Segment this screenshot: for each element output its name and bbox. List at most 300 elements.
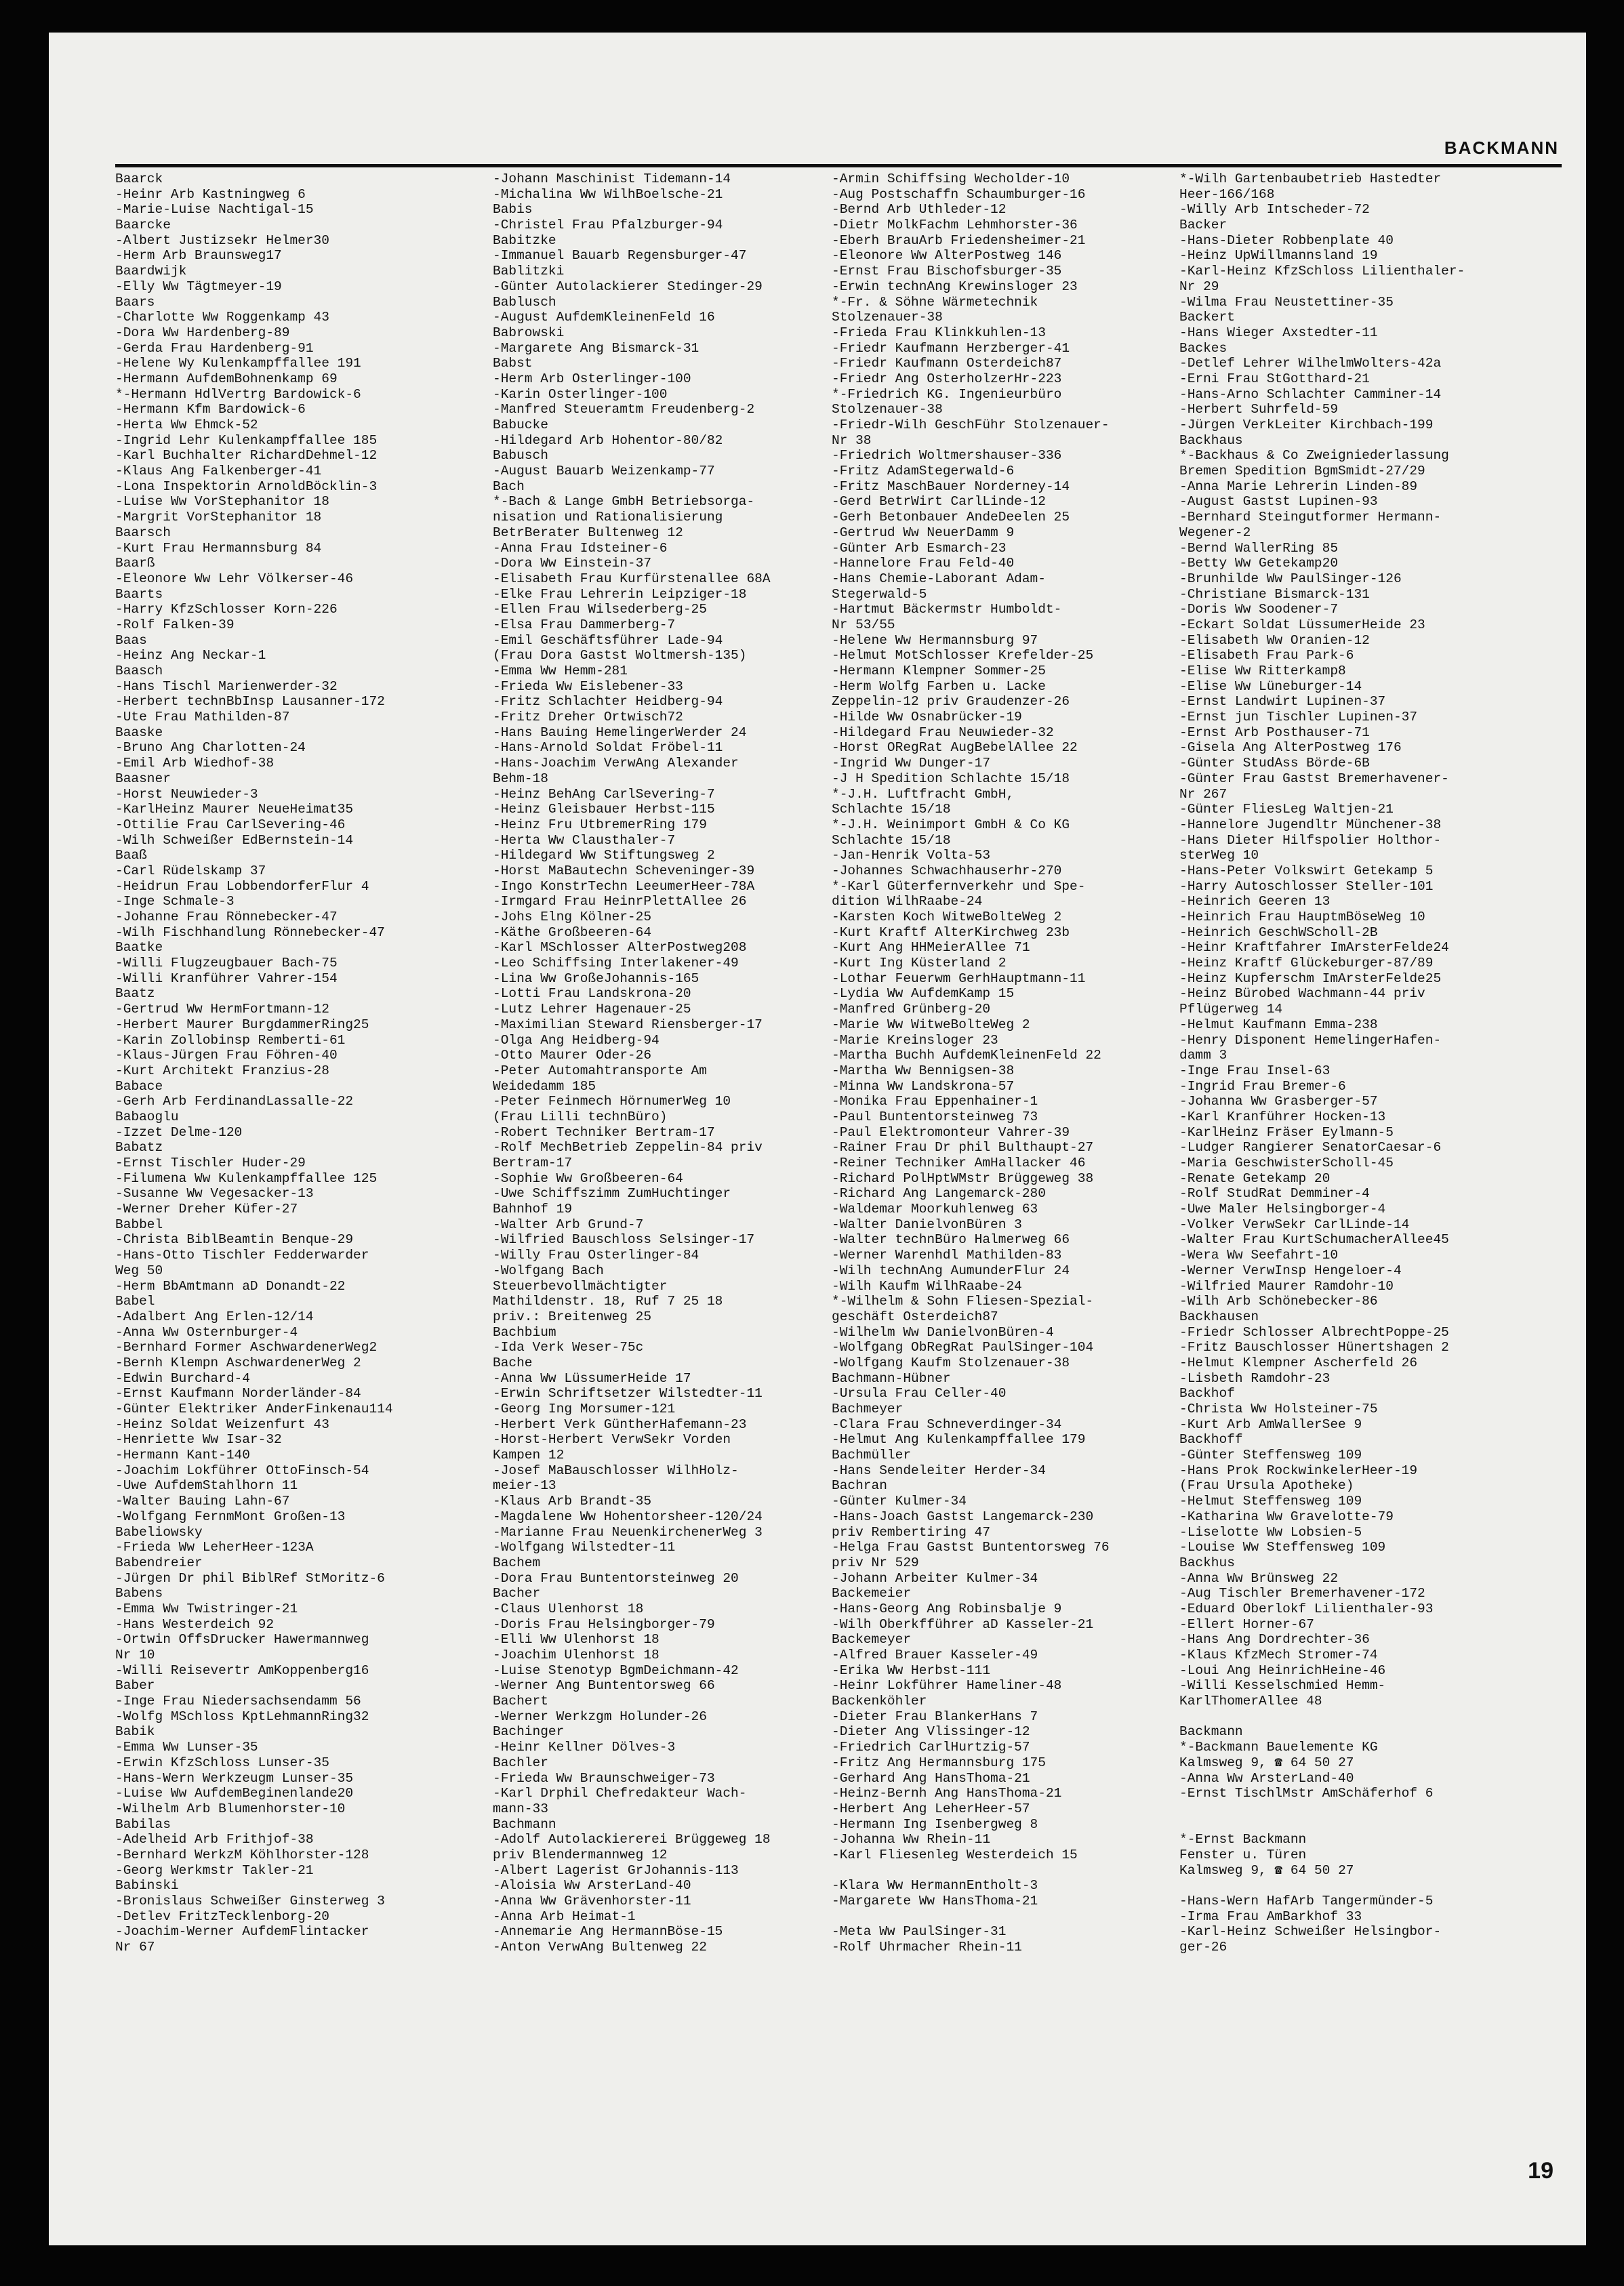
directory-line <box>1179 1817 1526 1833</box>
directory-line: -Johann Maschinist Tidemann-14 <box>493 171 731 186</box>
directory-line: -Dieter Ang Vlissinger-12 <box>832 1724 1030 1740</box>
directory-line: -Friedr Schlosser AlbrechtPoppe-25 <box>1179 1324 1449 1340</box>
directory-line: priv Blendermannweg 12 <box>493 1847 668 1862</box>
directory-line: -Hildegard Frau Neuwieder-32 <box>832 724 1054 740</box>
directory-line: -Richard PolHptWMstr Brüggeweg 38 <box>832 1170 1094 1186</box>
directory-line: -Günter StudAss Börde-6B <box>1179 756 1370 771</box>
directory-line: Babbel <box>115 1217 163 1232</box>
directory-line: -Detlef Lehrer WilhelmWolters-42a <box>1179 356 1442 371</box>
directory-line: -Heinz Fru UtbremerRing 179 <box>493 817 707 832</box>
directory-line: -Maria GeschwisterScholl-45 <box>1179 1156 1394 1170</box>
directory-line: -Wilh Fischhandlung Rönnebecker-47 <box>115 924 385 940</box>
directory-line: -Anna Ww Osternburger-4 <box>115 1324 298 1340</box>
directory-line: Baarsch <box>115 525 171 540</box>
directory-line: -Willy Frau Osterlinger-84 <box>493 1248 699 1263</box>
directory-line: -Michalina Ww WilhBoelsche-21 <box>493 186 723 202</box>
directory-line: -Martha Buchh AufdemKleinenFeld 22 <box>832 1048 1101 1063</box>
directory-line: -Fritz MaschBauer Norderney-14 <box>832 478 1070 494</box>
directory-line: -Wilhelm Ww DanielvonBüren-4 <box>832 1324 1054 1340</box>
directory-line: -Irma Frau AmBarkhof 33 <box>1179 1909 1362 1924</box>
directory-line: -Louise Ww Steffensweg 109 <box>1179 1540 1386 1555</box>
directory-line: Schlachte 15/18 <box>832 802 951 817</box>
directory-line: -Rolf MechBetrieb Zeppelin-84 priv <box>493 1140 763 1156</box>
directory-line: -Lydia Ww AufdemKamp 15 <box>832 986 1015 1002</box>
directory-line: Baasner <box>115 771 171 786</box>
directory-line: -Emil Geschäftsführer Lade-94 <box>493 632 723 648</box>
directory-line: -Wilfried Maurer Ramdohr-10 <box>1179 1278 1394 1294</box>
directory-line: -Friedr Ang OsterholzerHr-223 <box>832 371 1062 386</box>
directory-line: -Hermann Ing Isenbergweg 8 <box>832 1816 1038 1832</box>
directory-line: Baatz <box>115 986 155 1002</box>
column-1 <box>115 171 462 1955</box>
directory-line: -Heidrun Frau LobbendorferFlur 4 <box>115 878 369 894</box>
directory-line: -Frieda Ww Braunschweiger-73 <box>493 1770 715 1786</box>
directory-line: Kalmsweg 9, ☎ 64 50 27 <box>1179 1755 1354 1770</box>
directory-line: meier-13 <box>493 1478 556 1494</box>
directory-line: -August Gastst Lupinen-93 <box>1179 494 1378 510</box>
directory-line: -Kurt Arb AmWallerSee 9 <box>1179 1416 1362 1432</box>
directory-line: -Bruno Ang Charlotten-24 <box>115 740 306 756</box>
directory-line: -Hermann Klempner Sommer-25 <box>832 664 1046 678</box>
directory-line: -Karl-Heinz KfzSchloss Lilienthaler- <box>1179 264 1465 279</box>
directory-line: Backemeyer <box>832 1632 912 1648</box>
directory-line: Backhoff <box>1179 1432 1243 1448</box>
directory-line: Bablitzki <box>493 264 565 279</box>
directory-line: -Annemarie Ang HermannBöse-15 <box>493 1924 723 1940</box>
directory-line: Babilas <box>115 1816 171 1832</box>
directory-line: Baatke <box>115 940 163 956</box>
directory-line: -Herbert Maurer BurgdammerRing25 <box>115 1017 369 1032</box>
directory-line: -Lina Ww GroßeJohannis-165 <box>493 971 699 986</box>
directory-line: -Ingrid Ww Dunger-17 <box>832 756 991 771</box>
column-2 <box>493 171 840 1955</box>
directory-line: -Herbert technBbInsp Lausanner-172 <box>115 694 385 710</box>
directory-line: -Hermann Kant-140 <box>115 1448 250 1463</box>
directory-line: Bache <box>493 1355 533 1370</box>
directory-line: -Ursula Frau Celler-40 <box>832 1386 1007 1402</box>
directory-line: -Erwin technAng Krewinsloger 23 <box>832 279 1078 294</box>
directory-line: -Friedr-Wilh GeschFühr Stolzenauer- <box>832 417 1110 432</box>
directory-line: -Gertrud Ww NeuerDamm 9 <box>832 525 1015 540</box>
directory-line: Babaoglu <box>115 1109 179 1124</box>
directory-line: -Günter Autolackierer Stedinger-29 <box>493 279 763 294</box>
directory-line: -Bernd Arb Uthleder-12 <box>832 202 1007 218</box>
directory-line: -Wolfgang ObRegRat PaulSinger-104 <box>832 1340 1094 1355</box>
directory-line: BetrBerater Bultenweg 12 <box>493 525 683 540</box>
directory-line: -Doris Frau Helsingborger-79 <box>493 1616 715 1632</box>
directory-line: -Käthe Großbeeren-64 <box>493 924 652 940</box>
directory-line: -Gerhard Ang HansThoma-21 <box>832 1770 1030 1786</box>
directory-line: -Wilh Oberkfführer aD Kasseler-21 <box>832 1616 1094 1632</box>
directory-line: -Hartmut Bäckermstr Humboldt- <box>832 602 1062 617</box>
directory-line: -Meta Ww PaulSinger-31 <box>832 1924 1007 1940</box>
directory-line: -Ortwin OffsDrucker Hawermannweg <box>115 1632 369 1648</box>
directory-line: -Friedrich Woltmershauser-336 <box>832 448 1062 464</box>
directory-line: -Wolfgang Bach <box>493 1263 604 1278</box>
directory-line: -Hans-Joach Gastst Langemarck-230 <box>832 1509 1094 1524</box>
directory-line: -Friedr Kaufmann Herzberger-41 <box>832 340 1070 356</box>
directory-line: -Klaus-Jürgen Frau Föhren-40 <box>115 1048 338 1063</box>
directory-line: Baaske <box>115 724 163 740</box>
directory-line: Bachem <box>493 1555 541 1570</box>
page-number: 19 <box>1528 2158 1554 2184</box>
directory-line: -Anna Ww LüssumerHeide 17 <box>493 1370 691 1386</box>
directory-line: -Frieda Ww Eislebener-33 <box>493 678 683 694</box>
directory-line: -Heinz Soldat Weizenfurt 43 <box>115 1416 329 1432</box>
directory-line: -Georg Ing Morsumer-121 <box>493 1402 676 1416</box>
running-head: BACKMANN <box>1444 138 1559 158</box>
directory-line: -Heinz Ang Neckar-1 <box>115 648 266 664</box>
directory-line: Mathildenstr. 18, Ruf 7 25 18 <box>493 1294 723 1309</box>
directory-line: Babendreier <box>115 1555 203 1570</box>
directory-line: Weidedamm 185 <box>493 1078 596 1094</box>
directory-line <box>832 1909 1179 1925</box>
directory-line: Babitzke <box>493 232 556 248</box>
directory-line: -Werner VerwInsp Hengeloer-4 <box>1179 1263 1402 1278</box>
directory-line: -Manfred Grünberg-20 <box>832 1002 991 1017</box>
directory-line: -Loui Ang HeinrichHeine-46 <box>1179 1662 1386 1678</box>
directory-line: -Rolf Uhrmacher Rhein-11 <box>832 1940 1022 1955</box>
directory-line: -Helmut Steffensweg 109 <box>1179 1494 1362 1509</box>
directory-line: Pflügerweg 14 <box>1179 1002 1283 1017</box>
directory-line: Baber <box>115 1678 155 1694</box>
directory-line: -Helmut Ang Kulenkampffallee 179 <box>832 1432 1086 1448</box>
directory-line: -Lisbeth Ramdohr-23 <box>1179 1370 1331 1386</box>
directory-line: Backmann <box>1179 1724 1243 1740</box>
directory-line: -Peter Automahtransporte Am <box>493 1063 707 1078</box>
directory-line: -Bernh Klempn AschwardenerWeg 2 <box>115 1355 361 1370</box>
directory-line: -Dora Frau Buntentorsteinweg 20 <box>493 1570 739 1586</box>
directory-line: -Ernst Kaufmann Norderländer-84 <box>115 1386 361 1402</box>
directory-line: Weg 50 <box>115 1263 163 1278</box>
directory-line: Bahnhof 19 <box>493 1202 573 1217</box>
directory-line: -Hans Dieter Hilfspolier Holthor- <box>1179 832 1442 848</box>
directory-line: -Luise Stenotyp BgmDeichmann-42 <box>493 1662 739 1678</box>
directory-line: Baardwijk <box>115 264 187 279</box>
directory-line: Stolzenauer-38 <box>832 310 943 325</box>
directory-line: -Herm Wolfg Farben u. Lacke <box>832 678 1046 694</box>
directory-line: Backer <box>1179 218 1227 233</box>
directory-line: Kalmsweg 9, ☎ 64 50 27 <box>1179 1862 1354 1878</box>
directory-line: -Irmgard Frau HeinrPlettAllee 26 <box>493 894 747 910</box>
directory-line: -Hannelore Jugendltr Münchener-38 <box>1179 817 1442 832</box>
directory-line: -Herbert Ang LeherHeer-57 <box>832 1801 1030 1816</box>
directory-line: -Margarete Ww HansThoma-21 <box>832 1894 1038 1909</box>
directory-line: -Ernst Landwirt Lupinen-37 <box>1179 694 1386 710</box>
directory-line: -Anna Ww Brünsweg 22 <box>1179 1570 1339 1586</box>
directory-line: -Monika Frau Eppenhainer-1 <box>832 1094 1038 1109</box>
directory-line: priv.: Breitenweg 25 <box>493 1309 652 1324</box>
directory-line: -Manfred Steueramtm Freudenberg-2 <box>493 402 755 417</box>
directory-line: -Marie Kreinsloger 23 <box>832 1032 998 1048</box>
directory-line: damm 3 <box>1179 1048 1227 1063</box>
directory-line: -Hans-Arnold Soldat Fröbel-11 <box>493 740 723 756</box>
directory-line: -Waldemar Moorkuhlenweg 63 <box>832 1202 1038 1217</box>
directory-line: -Walter Frau KurtSchumacherAllee45 <box>1179 1232 1449 1248</box>
directory-line: -Wolfg MSchloss KptLehmannRing32 <box>115 1709 369 1724</box>
directory-line: -Werner Warenhdl Mathilden-83 <box>832 1248 1062 1263</box>
directory-line: -Horst Neuwieder-3 <box>115 786 258 802</box>
directory-line: -Volker VerwSekr CarlLinde-14 <box>1179 1217 1410 1232</box>
directory-line: -Herbert Verk GüntherHafemann-23 <box>493 1416 747 1432</box>
directory-line: -Fritz Bauschlosser Hünertshagen 2 <box>1179 1340 1449 1355</box>
directory-line: Babatz <box>115 1140 163 1156</box>
directory-line: -Herm Arb Braunsweg17 <box>115 248 282 264</box>
directory-line: -Bronislaus Schweißer Ginsterweg 3 <box>115 1894 385 1909</box>
directory-line: -Frieda Frau Klinkkuhlen-13 <box>832 325 1046 340</box>
directory-line: -Heinz Bürobed Wachmann-44 priv <box>1179 986 1425 1002</box>
directory-line: -Klaus Arb Brandt-35 <box>493 1494 652 1509</box>
directory-line: -Marianne Frau NeuenkirchenerWeg 3 <box>493 1524 763 1540</box>
directory-line: Babusch <box>493 448 548 464</box>
directory-line: -Klara Ww HermannEntholt-3 <box>832 1878 1038 1894</box>
directory-line: -Heinrich Frau HauptmBöseWeg 10 <box>1179 910 1425 924</box>
directory-line: Steuerbevollmächtigter <box>493 1278 668 1294</box>
directory-line: -Alfred Brauer Kasseler-49 <box>832 1648 1038 1662</box>
directory-line: Baarts <box>115 586 163 602</box>
directory-line: -Clara Frau Schneverdinger-34 <box>832 1416 1062 1432</box>
directory-line: *-Friedrich KG. Ingenieurbüro <box>832 386 1062 402</box>
directory-line: -Eberh BrauArb Friedensheimer-21 <box>832 232 1086 248</box>
directory-line: -Wilh Schweißer EdBernstein-14 <box>115 832 354 848</box>
directory-line: -Lona Inspektorin ArnoldBöcklin-3 <box>115 478 378 494</box>
directory-line: -Walter Bauing Lahn-67 <box>115 1494 290 1509</box>
directory-line: -Adalbert Ang Erlen-12/14 <box>115 1309 314 1324</box>
directory-line: -Paul Buntentorsteinweg 73 <box>832 1109 1038 1124</box>
directory-line: -Lotti Frau Landskrona-20 <box>493 986 691 1002</box>
directory-line: *-Bach & Lange GmbH Betriebsorga- <box>493 494 755 510</box>
directory-line: (Frau Ursula Apotheke) <box>1179 1478 1354 1494</box>
directory-line: -Kurt Architekt Franzius-28 <box>115 1063 329 1078</box>
directory-line: -Johanna Ww Grasberger-57 <box>1179 1094 1378 1109</box>
directory-line: -Gerd BetrWirt CarlLinde-12 <box>832 494 1046 510</box>
directory-line: -Günter FliesLeg Waltjen-21 <box>1179 802 1394 817</box>
directory-line: -Susanne Ww Vegesacker-13 <box>115 1186 314 1202</box>
directory-line: -Gertrud Ww HermFortmann-12 <box>115 1002 329 1017</box>
directory-line: -Willi Kesselschmied Hemm- <box>1179 1678 1386 1694</box>
directory-line: -Herbert Suhrfeld-59 <box>1179 402 1339 417</box>
directory-line: -Ida Verk Weser-75c <box>493 1340 644 1355</box>
directory-line: Bertram-17 <box>493 1156 573 1170</box>
directory-line: -Peter Feinmech HörnumerWeg 10 <box>493 1094 731 1109</box>
directory-line: -Christa BiblBeamtin Benque-29 <box>115 1232 354 1248</box>
directory-line: -Leo Schiffsing Interlakener-49 <box>493 956 739 971</box>
directory-line: -Hans-Peter Volkswirt Getekamp 5 <box>1179 863 1434 878</box>
directory-line: -Inge Schmale-3 <box>115 894 235 910</box>
directory-line: -Hans Westerdeich 92 <box>115 1616 275 1632</box>
directory-line: -Willi Reisevertr AmKoppenberg16 <box>115 1662 369 1678</box>
directory-line: -Margrit VorStephanitor 18 <box>115 510 322 525</box>
directory-line: Wegener-2 <box>1179 525 1251 540</box>
directory-line: Fenster u. Türen <box>1179 1847 1307 1862</box>
directory-line: Bacher <box>493 1586 541 1601</box>
directory-line: -Hans-Arno Schlachter Camminer-14 <box>1179 386 1442 402</box>
directory-line: -Dieter Frau BlankerHans 7 <box>832 1709 1038 1724</box>
directory-line: -Bernd WallerRing 85 <box>1179 540 1339 556</box>
directory-line: -Klaus KfzMech Stromer-74 <box>1179 1648 1378 1662</box>
directory-line: -Aloisia Ww ArsterLand-40 <box>493 1878 691 1894</box>
directory-line: -Erika Ww Herbst-111 <box>832 1662 991 1678</box>
directory-line: Baarcke <box>115 218 171 233</box>
directory-line: -Ingo KonstrTechn LeeumerHeer-78A <box>493 878 755 894</box>
directory-line: -Ludger Rangierer SenatorCaesar-6 <box>1179 1140 1442 1156</box>
directory-line: -Minna Ww Landskrona-57 <box>832 1078 1015 1094</box>
directory-line: (Frau Dora Gastst Woltmersh-135) <box>493 648 747 664</box>
directory-line: -Wilma Frau Neustettiner-35 <box>1179 294 1394 310</box>
directory-line: Backhaus <box>1179 432 1243 448</box>
directory-line: -Henry Disponent HemelingerHafen- <box>1179 1032 1442 1048</box>
directory-line: -Ernst Arb Posthauser-71 <box>1179 724 1370 740</box>
directory-line: -Ernst Frau Bischofsburger-35 <box>832 264 1062 279</box>
directory-line: Heer-166/168 <box>1179 186 1275 202</box>
directory-line: -Elisabeth Frau Park-6 <box>1179 648 1354 664</box>
directory-line: -Wilfried Bauschloss Selsinger-17 <box>493 1232 755 1248</box>
directory-line: -Jürgen VerkLeiter Kirchbach-199 <box>1179 417 1434 432</box>
directory-line <box>1179 1801 1526 1817</box>
directory-line: -Dora Ww Hardenberg-89 <box>115 325 290 340</box>
directory-line: -Elli Ww Ulenhorst 18 <box>493 1632 659 1648</box>
directory-line: -Emil Arb Wiedhof-38 <box>115 756 275 771</box>
directory-line: -Olga Ang Heidberg-94 <box>493 1032 659 1048</box>
directory-line: geschäft Osterdeich87 <box>832 1309 998 1324</box>
directory-line: -Joachim-Werner AufdemFlintacker <box>115 1924 369 1940</box>
directory-line: -Horst MaBautechn Scheveninger-39 <box>493 863 755 878</box>
column-4 <box>1179 171 1526 1955</box>
directory-line: mann-33 <box>493 1801 548 1816</box>
directory-line: -Friedr Kaufmann Osterdeich87 <box>832 356 1062 371</box>
directory-line: -Gerda Frau Hardenberg-91 <box>115 340 314 356</box>
directory-line: -Karsten Koch WitweBolteWeg 2 <box>832 910 1062 924</box>
directory-line: -Fritz Ang Hermannsburg 175 <box>832 1755 1046 1770</box>
directory-line: -Betty Ww Getekamp20 <box>1179 556 1339 571</box>
directory-line: -Heinz Kupferschm ImArsterFelde25 <box>1179 971 1442 986</box>
directory-line: -Adolf Autolackiererei Brüggeweg 18 <box>493 1832 771 1848</box>
directory-line: -Hildegard Ww Stiftungsweg 2 <box>493 848 715 863</box>
directory-line: -Werner Ang Buntentorsweg 66 <box>493 1678 715 1694</box>
directory-line: -Edwin Burchard-4 <box>115 1370 250 1386</box>
directory-line: -Günter Kulmer-34 <box>832 1494 967 1509</box>
directory-line: Zeppelin-12 priv Graudenzer-26 <box>832 694 1070 710</box>
directory-line: -Hermann Kfm Bardowick-6 <box>115 402 306 417</box>
directory-line: Babinski <box>115 1878 179 1894</box>
directory-line: Stolzenauer-38 <box>832 402 943 417</box>
directory-line: -Helmut Kaufmann Emma-238 <box>1179 1017 1378 1032</box>
directory-line: Babst <box>493 356 533 371</box>
directory-line: -Emma Ww Hemm-281 <box>493 664 628 678</box>
directory-line: -Christel Frau Pfalzburger-94 <box>493 218 723 233</box>
directory-line: -Günter Frau Gastst Bremerhavener- <box>1179 771 1449 786</box>
directory-line: Bachmüller <box>832 1448 912 1463</box>
directory-line: -Maximilian Steward Riensberger-17 <box>493 1017 763 1032</box>
directory-line: Babis <box>493 202 533 218</box>
directory-line: -Karl Buchhalter RichardDehmel-12 <box>115 448 378 464</box>
directory-line: -Kurt Ang HHMeierAllee 71 <box>832 940 1030 956</box>
directory-line: -Anna Ww Grävenhorster-11 <box>493 1894 691 1909</box>
directory-line: -Elly Ww Tägtmeyer-19 <box>115 279 282 294</box>
directory-line: -Adelheid Arb Frithjof-38 <box>115 1832 314 1848</box>
directory-line: -Erwin Schriftsetzer Wilstedter-11 <box>493 1386 763 1402</box>
directory-line: -Aug Postschaffn Schaumburger-16 <box>832 186 1086 202</box>
directory-line: -Albert Justizsekr Helmer30 <box>115 232 329 248</box>
directory-line: -Kurt Ing Küsterland 2 <box>832 956 1007 971</box>
directory-line: -Klaus Ang Falkenberger-41 <box>115 464 322 479</box>
directory-line: -Hans-Joachim VerwAng Alexander <box>493 756 739 771</box>
directory-line: -Anna Marie Lehrerin Linden-89 <box>1179 478 1418 494</box>
directory-line: -Werner Werkzgm Holunder-26 <box>493 1709 707 1724</box>
directory-line: *-Backhaus & Co Zweigniederlassung <box>1179 448 1449 464</box>
directory-line: *-Wilh Gartenbaubetrieb Hastedter <box>1179 171 1442 186</box>
directory-line: Bachmann <box>493 1816 556 1832</box>
directory-line: -Willy Arb Intscheder-72 <box>1179 202 1370 218</box>
directory-line: -Heinr Kraftfahrer ImArsterFelde24 <box>1179 940 1449 956</box>
directory-line: -Heinz-Bernh Ang HansThoma-21 <box>832 1786 1062 1801</box>
directory-line: -Hans-Dieter Robbenplate 40 <box>1179 232 1394 248</box>
directory-line: -Anna Ww ArsterLand-40 <box>1179 1770 1354 1786</box>
directory-line: -Hans-Wern HafArb Tangermünder-5 <box>1179 1894 1434 1909</box>
directory-line: -Gisela Ang AlterPostweg 176 <box>1179 740 1402 756</box>
directory-line: -J H Spedition Schlachte 15/18 <box>832 771 1070 786</box>
directory-line: Backhof <box>1179 1386 1235 1402</box>
directory-line: -Immanuel Bauarb Regensburger-47 <box>493 248 747 264</box>
directory-line: Babrowski <box>493 325 565 340</box>
directory-line: -Hans Ang Dordrechter-36 <box>1179 1632 1370 1648</box>
directory-line: -Ellert Horner-67 <box>1179 1616 1314 1632</box>
directory-line: -Armin Schiffsing Wecholder-10 <box>832 171 1070 186</box>
directory-line: -Horst ORegRat AugBebelAllee 22 <box>832 740 1078 756</box>
directory-line: -Karin Zollobinsp Remberti-61 <box>115 1032 346 1048</box>
directory-line: -Wilh technAng AumunderFlur 24 <box>832 1263 1070 1278</box>
directory-line: -Marie-Luise Nachtigal-15 <box>115 202 314 218</box>
directory-line: -Walter DanielvonBüren 3 <box>832 1217 1022 1232</box>
directory-line: -Charlotte Ww Roggenkamp 43 <box>115 310 329 325</box>
directory-line: -Heinr Kellner Dölves-3 <box>493 1740 676 1755</box>
directory-line: -Eckart Soldat LüssumerHeide 23 <box>1179 617 1425 632</box>
directory-line: Baarß <box>115 556 155 571</box>
directory-line: Backhausen <box>1179 1309 1259 1324</box>
directory-line: -Wolfgang Kaufm Stolzenauer-38 <box>832 1355 1070 1370</box>
directory-line: Backemeier <box>832 1586 912 1601</box>
directory-line: -Rolf StudRat Demminer-4 <box>1179 1186 1370 1202</box>
directory-line: -Rainer Frau Dr phil Bulthaupt-27 <box>832 1140 1094 1156</box>
directory-line: -Wilhelm Arb Blumenhorster-10 <box>115 1801 346 1816</box>
directory-line: *-Wilhelm & Sohn Fliesen-Spezial- <box>832 1294 1094 1309</box>
directory-line: Bachert <box>493 1694 548 1709</box>
directory-line: -Christa Ww Holsteiner-75 <box>1179 1402 1378 1416</box>
directory-line: -Walter Arb Grund-7 <box>493 1217 644 1232</box>
directory-line: -Hans Prok RockwinkelerHeer-19 <box>1179 1463 1418 1478</box>
directory-line: -Walter technBüro Halmerweg 66 <box>832 1232 1070 1248</box>
directory-line: -Günter Elektriker AnderFinkenau114 <box>115 1402 393 1416</box>
directory-line: -Anton VerwAng Bultenweg 22 <box>493 1940 707 1955</box>
directory-line: -Herta Ww Ehmck-52 <box>115 417 258 432</box>
directory-line: Kampen 12 <box>493 1448 565 1463</box>
directory-line: -Heinrich GeschWScholl-2B <box>1179 924 1378 940</box>
directory-line: -Wilh Kaufm WilhRaabe-24 <box>832 1278 1022 1294</box>
directory-line: -Heinz BehAng CarlSevering-7 <box>493 786 715 802</box>
directory-line: -Helene Ww Hermannsburg 97 <box>832 632 1038 648</box>
directory-line: -Gerh Betonbauer AndeDeelen 25 <box>832 510 1070 525</box>
directory-line <box>832 1863 1179 1879</box>
directory-line: ger-26 <box>1179 1940 1227 1955</box>
directory-line: Backhus <box>1179 1555 1235 1570</box>
directory-line: -Heinz Gleisbauer Herbst-115 <box>493 802 715 817</box>
directory-line: -Emma Ww Twistringer-21 <box>115 1601 298 1616</box>
directory-line: -Karl Kranführer Hocken-13 <box>1179 1109 1386 1124</box>
directory-line: Bachler <box>493 1755 548 1770</box>
directory-line: -Karl MSchlosser AlterPostweg208 <box>493 940 747 956</box>
directory-line: -Joachim Lokführer OttoFinsch-54 <box>115 1463 369 1478</box>
directory-line: Bachmann-Hübner <box>832 1370 951 1386</box>
